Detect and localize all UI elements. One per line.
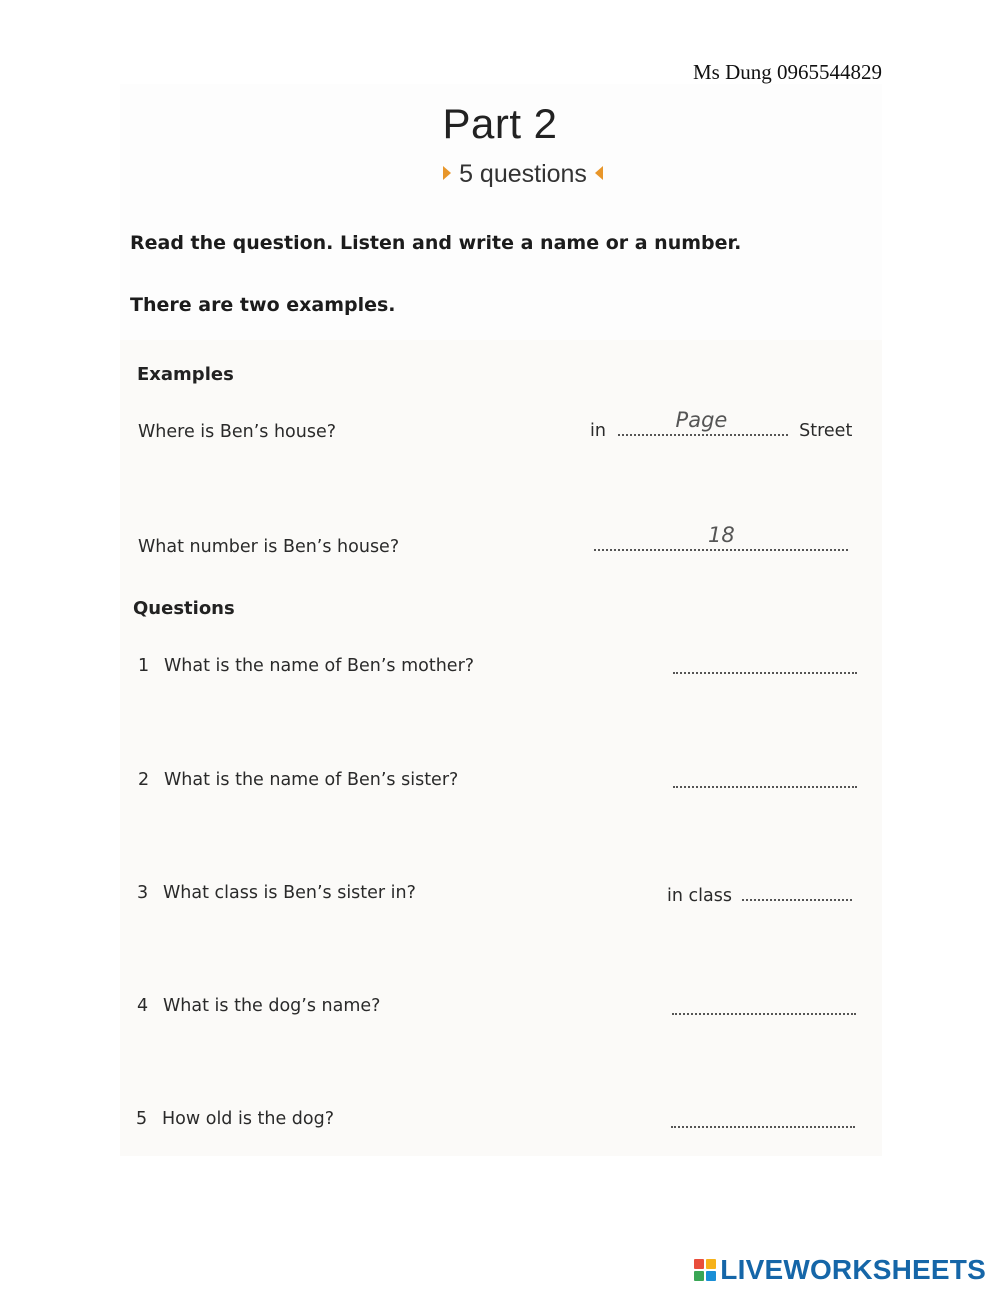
questions-heading: Questions bbox=[133, 598, 235, 619]
question-number: 5 bbox=[136, 1109, 148, 1129]
triangle-left-icon bbox=[595, 166, 603, 180]
question-3 bbox=[137, 883, 416, 903]
question-text: What is the name of Ben’s mother? bbox=[164, 656, 475, 676]
answer-3[interactable] bbox=[667, 885, 852, 906]
question-number: 3 bbox=[137, 883, 149, 903]
question-text: What class is Ben’s sister in? bbox=[163, 883, 416, 903]
header-note: Ms Dung 0965544829 bbox=[692, 60, 882, 84]
question-text: What is the dog’s name? bbox=[163, 996, 381, 1016]
example-handwritten-answer: 18 bbox=[708, 523, 735, 547]
page-title: Part 2 bbox=[442, 100, 558, 147]
answer-4[interactable] bbox=[672, 999, 856, 1020]
example-answer-suffix: Street bbox=[799, 421, 853, 441]
question-number: 2 bbox=[138, 770, 150, 790]
example-handwritten-answer: Page bbox=[675, 408, 728, 432]
answer-blank-4[interactable] bbox=[672, 999, 856, 1015]
example-answer-blank bbox=[594, 523, 848, 551]
question-text: What is the name of Ben’s sister? bbox=[164, 770, 459, 790]
example-answer-prefix: in bbox=[590, 421, 606, 441]
example-question-1: Where is Ben’s house? bbox=[138, 422, 337, 442]
answer-2[interactable] bbox=[673, 772, 857, 793]
answer-blank-1[interactable] bbox=[673, 658, 857, 674]
example-question-2: What number is Ben’s house? bbox=[138, 537, 400, 557]
examples-heading: Examples bbox=[137, 364, 234, 385]
answer-blank-5[interactable] bbox=[671, 1112, 855, 1128]
example-answer-1 bbox=[590, 408, 853, 441]
answer-1[interactable] bbox=[673, 658, 857, 679]
logo-grid-icon bbox=[694, 1259, 716, 1281]
answer-prefix: in class bbox=[667, 886, 732, 906]
instruction-examples-note: There are two examples. bbox=[130, 294, 396, 316]
question-1 bbox=[138, 656, 474, 676]
example-answer-2 bbox=[594, 523, 848, 556]
subtitle-text: 5 questions bbox=[459, 160, 587, 188]
liveworksheets-logo bbox=[694, 1254, 986, 1286]
answer-blank-2[interactable] bbox=[673, 772, 857, 788]
triangle-right-icon bbox=[443, 166, 451, 180]
instruction-text: Read the question. Listen and write a name or a number. bbox=[130, 232, 742, 254]
question-text: How old is the dog? bbox=[162, 1109, 335, 1129]
question-number: 1 bbox=[138, 656, 150, 676]
logo-text: LIVEWORKSHEETS bbox=[720, 1254, 986, 1285]
subtitle bbox=[0, 160, 1000, 189]
question-4 bbox=[137, 996, 380, 1016]
example-answer-blank bbox=[618, 408, 788, 436]
answer-5[interactable] bbox=[671, 1112, 855, 1133]
answer-blank-3[interactable] bbox=[742, 885, 852, 901]
question-number: 4 bbox=[137, 996, 149, 1016]
question-2 bbox=[138, 770, 458, 790]
question-5 bbox=[136, 1109, 334, 1129]
